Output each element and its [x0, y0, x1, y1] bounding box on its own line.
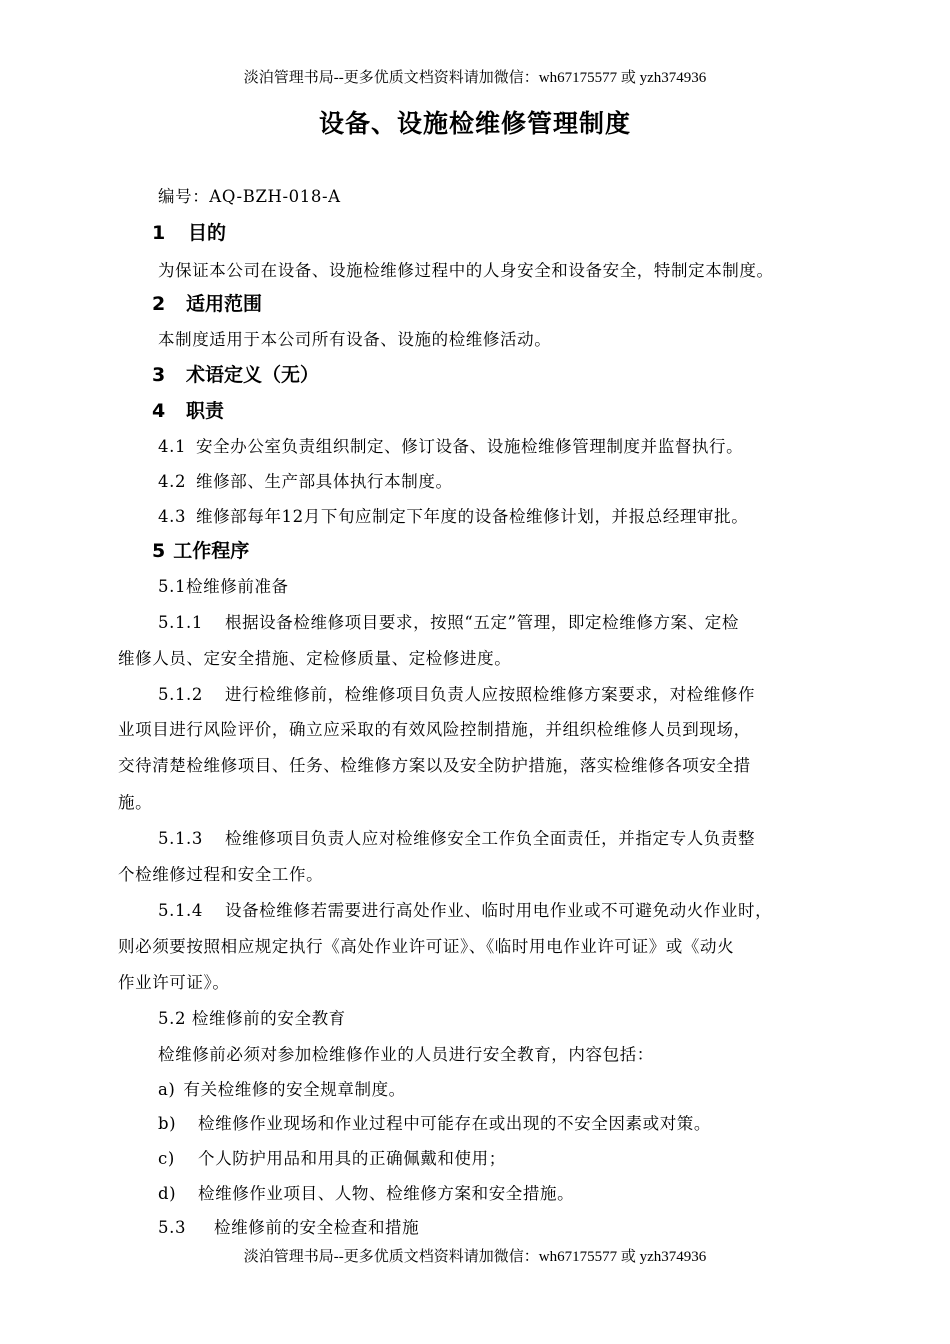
education-item [158, 1076, 406, 1100]
item-text: 个人防护用品和用具的正确佩戴和使用； [198, 1149, 506, 1168]
document-number: 编号：AQ-BZH-018-A [158, 187, 341, 206]
duty-item-text: 安全办公室负责组织制定、修订设备、设施检维修管理制度并监督执行。 [196, 437, 744, 456]
education-intro: 检维修前必须对参加检维修作业的人员进行安全教育，内容包括： [158, 1045, 654, 1064]
section-1-heading [152, 218, 226, 245]
subsection-5-1-heading: 5.1检维修前准备 [158, 577, 289, 596]
clause-5-1-2-line: 交待清楚检维修项目、任务、检维修方案以及安全防护措施，落实检维修各项安全措 [118, 756, 751, 775]
duty-item-number: 4.3 [158, 507, 187, 526]
section-number: 1 [152, 222, 166, 244]
duty-item-number: 4.1 [158, 437, 187, 456]
clause-5-1-4-line: 作业许可证》。 [118, 973, 230, 992]
item-text: 检维修作业项目、人物、检维修方案和安全措施。 [198, 1184, 575, 1203]
clause-number: 5.1.1 [158, 613, 203, 632]
subsection-5-2-heading: 5.2 检维修前的安全教育 [158, 1009, 346, 1028]
duty-item-number: 4.2 [158, 472, 187, 491]
section-title: 适用范围 [186, 293, 263, 315]
clause-5-1-4-line [158, 897, 772, 921]
section-title: 工作程序 [173, 540, 250, 562]
item-label: c) [158, 1149, 175, 1168]
duty-item-text: 维修部、生产部具体执行本制度。 [196, 472, 453, 491]
section-number: 3 [152, 364, 166, 386]
subsection-number: 5.3 [158, 1218, 187, 1237]
clause-5-1-3-line: 个检维修过程和安全工作。 [118, 865, 324, 884]
section-2-heading [152, 289, 262, 316]
clause-number: 5.1.4 [158, 901, 203, 920]
duty-item [158, 433, 743, 457]
clause-5-1-1-line: 维修人员、定安全措施、定检修质量、定检修进度。 [118, 649, 512, 668]
section-1-body: 为保证本公司在设备、设施检维修过程中的人身安全和设备安全，特制定本制度。 [158, 261, 774, 280]
clause-5-1-2-line: 施。 [118, 793, 153, 812]
item-label: d) [158, 1184, 177, 1203]
clause-number: 5.1.2 [158, 685, 203, 704]
page-header: 淡泊管理书局--更多优质文档资料请加微信：wh67175577 或 yzh374936 [243, 70, 707, 86]
item-label: b) [158, 1114, 177, 1133]
section-number: 2 [152, 293, 166, 315]
item-text: 有关检维修的安全规章制度。 [183, 1080, 406, 1099]
education-item [158, 1180, 574, 1204]
duty-item [158, 503, 748, 527]
education-item [158, 1110, 711, 1134]
section-number: 4 [152, 400, 166, 422]
clause-5-1-1-line [158, 609, 739, 633]
education-item [158, 1145, 506, 1169]
section-title: 术语定义（无） [186, 364, 320, 386]
document-title: 设备、设施检维修管理制度 [318, 109, 631, 138]
subsection-5-3-heading [158, 1214, 419, 1238]
clause-text: 进行检维修前，检维修项目负责人应按照检维修方案要求，对检维修作 [224, 685, 756, 704]
clause-5-1-2-line: 业项目进行风险评价，确立应采取的有效风险控制措施，并组织检维修人员到现场， [118, 720, 751, 739]
page-footer: 淡泊管理书局--更多优质文档资料请加微信：wh67175577 或 yzh374936 [243, 1249, 707, 1265]
clause-number: 5.1.3 [158, 829, 203, 848]
duty-item [158, 468, 453, 492]
clause-text: 设备检维修若需要进行高处作业、临时用电作业或不可避免动火作业时， [224, 901, 773, 920]
duty-item-text: 维修部每年12月下旬应制定下年度的设备检维修计划，并报总经理审批。 [196, 507, 749, 526]
clause-5-1-4-line: 则必须要按照相应规定执行《高处作业许可证》、《临时用电作业许可证》或《动火 [118, 937, 735, 956]
section-title: 目的 [188, 222, 227, 244]
section-title: 职责 [186, 400, 225, 422]
item-text: 检维修作业现场和作业过程中可能存在或出现的不安全因素或对策。 [198, 1114, 711, 1133]
section-number: 5 [152, 540, 166, 562]
section-4-heading [152, 396, 224, 423]
clause-5-1-3-line [158, 825, 755, 849]
section-2-body: 本制度适用于本公司所有设备、设施的检维修活动。 [158, 330, 552, 349]
item-label: a) [158, 1080, 176, 1099]
section-5-heading [152, 536, 249, 563]
clause-text: 检维修项目负责人应对检维修安全工作负全面责任，并指定专人负责整 [224, 829, 756, 848]
section-3-heading [152, 360, 319, 387]
clause-text: 根据设备检维修项目要求，按照“五定”管理，即定检维修方案、定检 [224, 613, 739, 632]
subsection-title: 检维修前的安全检查和措施 [214, 1218, 420, 1237]
clause-5-1-2-line [158, 681, 755, 705]
